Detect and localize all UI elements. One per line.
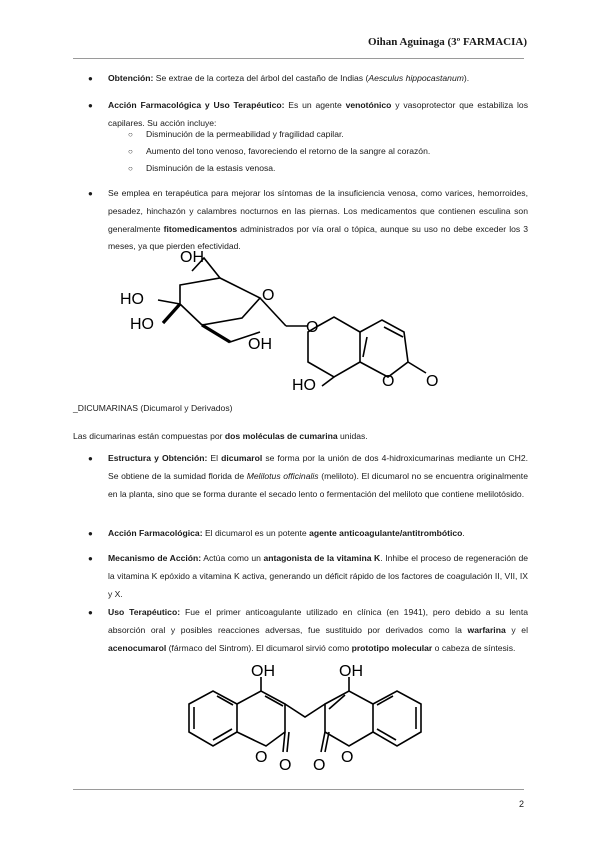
header-rule bbox=[73, 58, 524, 59]
bullet-text: El dicumarol es un potente bbox=[202, 528, 310, 538]
label-ho-left: HO bbox=[130, 316, 154, 333]
bold-term: fitomedicamentos bbox=[163, 223, 238, 234]
bullet-dot-icon: ● bbox=[88, 554, 93, 563]
label-o-ring: O bbox=[262, 287, 275, 304]
bullet-text: Actúa como un bbox=[201, 553, 264, 563]
bullet-dot-icon: ● bbox=[88, 608, 93, 617]
bullet-text: o cabeza de síntesis. bbox=[432, 642, 516, 653]
label-o-link: O bbox=[306, 319, 319, 336]
label-o-carbonyl: O bbox=[426, 373, 439, 390]
footer-rule bbox=[73, 789, 524, 790]
intro-paragraph bbox=[73, 428, 527, 446]
bullet-text: . Inhibe el proceso de regeneración de la vitamina K epóxido a vitamina K activa, generando un déficit rápido de los factores de coagulación II, VII, IX y X. bbox=[108, 553, 528, 599]
bullet-text: ). bbox=[463, 73, 470, 83]
bullet-dot-icon: ● bbox=[88, 454, 93, 463]
bullet-text: (fármaco del Sintrom). El dicumarol sirvió como bbox=[166, 642, 352, 653]
bullet-text: administrados por vía oral o tópica, aunque su uso no debe exceder los 3 meses, ya que pierden efectividad. bbox=[108, 223, 528, 252]
bullet-estructura bbox=[88, 450, 528, 503]
bullet-text: Se extrae de la corteza del árbol del castaño de Indias ( bbox=[153, 73, 369, 83]
bullet-accion-farmacologica bbox=[88, 525, 528, 543]
bullet-uso-terapeutico bbox=[88, 604, 528, 657]
bold-term: acenocumarol bbox=[108, 642, 167, 653]
intro-text: unidas. bbox=[337, 431, 368, 441]
esculin-structure bbox=[120, 248, 450, 396]
label-ho-left: HO bbox=[120, 291, 144, 308]
label-oh-left: OH bbox=[251, 663, 275, 680]
section-title: _DICUMARINAS (Dicumarol y Derivados) bbox=[73, 403, 233, 413]
bullet-label: Estructura y Obtención: bbox=[108, 453, 208, 463]
bullet-text: y el bbox=[505, 624, 528, 635]
bullet-label: Acción Farmacológica: bbox=[108, 528, 203, 538]
subitem bbox=[128, 143, 528, 161]
label-o-left-carbonyl: O bbox=[279, 757, 292, 774]
bullet-dot-icon: ● bbox=[88, 74, 93, 83]
bullet-dot-icon: ● bbox=[88, 189, 93, 198]
bullet-label: Acción Farmacológica y Uso Terapéutico: bbox=[108, 100, 285, 110]
circle-bullet-icon: ○ bbox=[128, 130, 133, 139]
circle-bullet-icon: ○ bbox=[128, 147, 133, 156]
bullet-text: y vasoprotector que estabiliza los capilares. Su acción incluye: bbox=[108, 100, 528, 128]
bold-term: prototipo molecular bbox=[351, 642, 433, 653]
intro-text: Las dicumarinas están compuestas por bbox=[73, 431, 225, 441]
label-o-lactone: O bbox=[382, 373, 395, 390]
bullet-label: Uso Terapéutico: bbox=[108, 607, 181, 617]
bullet-label: Mecanismo de Acción: bbox=[108, 553, 202, 563]
bold-term: venotónico bbox=[345, 100, 392, 110]
label-o-right-ring: O bbox=[341, 749, 354, 766]
label-oh-top: OH bbox=[180, 249, 204, 266]
bold-term: dos moléculas de cumarina bbox=[224, 431, 338, 441]
subitem-text: Aumento del tono venoso, favoreciendo el retorno de la sangre al corazón. bbox=[146, 146, 431, 156]
label-o-right-carbonyl: O bbox=[313, 757, 326, 774]
bullet-obtencion bbox=[88, 70, 528, 88]
bullet-text: se forma por la unión de dos 4-hidroxicumarinas mediante un CH2. Se obtiene de la sumidad florida de bbox=[108, 453, 528, 481]
dicumarol-structure bbox=[155, 662, 465, 780]
circle-bullet-icon: ○ bbox=[128, 164, 133, 173]
bullet-text: Se emplea en terapéutica para mejorar los síntomas de la insuficiencia venosa, como varices, hemorroides, pesadez, hinchazón y calambres nocturnos en las piernas. Los medicamentos que contienen esculina son generalmente bbox=[108, 188, 528, 234]
bold-term: agente anticoagulante/antitrombótico bbox=[309, 528, 463, 538]
bullet-text: Es un agente bbox=[284, 100, 346, 110]
bullet-uso bbox=[88, 185, 528, 256]
bullet-mecanismo bbox=[88, 550, 528, 603]
label-o-left-ring: O bbox=[255, 749, 268, 766]
species-name: Melilotus officinalis bbox=[246, 470, 319, 481]
bullet-text: (meliloto). El dicumarol no se encuentra originalmente en la planta, sino que se forma durante el secado lento o fermentación del meliloto que contiene melilotósido. bbox=[108, 470, 528, 499]
page-number: 2 bbox=[518, 799, 524, 809]
bullet-dot-icon: ● bbox=[88, 101, 93, 110]
subitem-text: Disminución de la permeabilidad y fragilidad capilar. bbox=[146, 129, 344, 139]
bold-term: antagonista de la vitamina K bbox=[263, 553, 381, 563]
bullet-text: . bbox=[462, 528, 465, 538]
subitem bbox=[128, 160, 528, 178]
label-oh-bottom: OH bbox=[248, 336, 272, 353]
label-ho-aglycone: HO bbox=[292, 377, 316, 394]
label-oh-right: OH bbox=[339, 663, 363, 680]
species-name: Aesculus hippocastanum bbox=[368, 73, 464, 83]
bullet-dot-icon: ● bbox=[88, 529, 93, 538]
bold-term: warfarina bbox=[467, 624, 506, 635]
bold-term: dicumarol bbox=[221, 453, 263, 463]
page-header-author: Oihan Aguinaga (3º FARMACIA) bbox=[368, 36, 527, 48]
subitem bbox=[128, 126, 528, 144]
bullet-text: Fue el primer anticoagulante utilizado en clínica (en 1941), pero debido a su lenta absorción oral y posibles reacciones adversas, fue sustituido por derivados como la bbox=[108, 607, 528, 635]
bullet-label: Obtención: bbox=[108, 73, 154, 83]
bullet-text: El bbox=[207, 453, 222, 463]
subitem-text: Disminución de la estasis venosa. bbox=[146, 163, 276, 173]
